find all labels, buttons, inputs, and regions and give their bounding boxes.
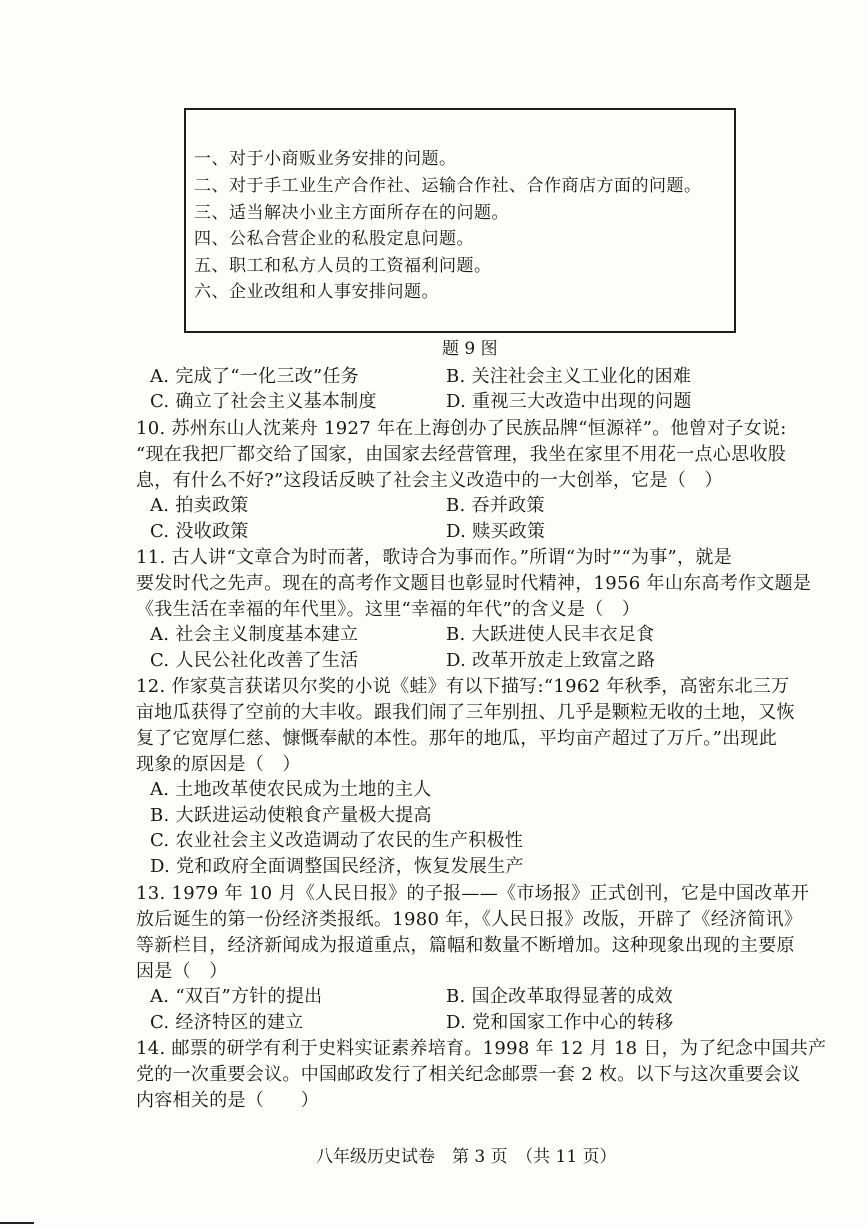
q13-line-1: 13. 1979 年 10 月《人民日报》的子报——《市场报》正式创刊，它是中国改革开: [136, 883, 810, 904]
q14-line-2: 党的一次重要会议。中国邮政发行了相关纪念邮票一套 2 枚。以下与这次重要会议: [136, 1064, 801, 1085]
q11-line-2: 要发时代之先声。现在的高考作文题目也彰显时代精神，1956 年山东高考作文题是: [136, 573, 812, 594]
q11-line-3: 《我生活在幸福的年代里》。这里“幸福的年代”的含义是（ ）: [136, 599, 641, 620]
q10-option-b: B. 吞并政策: [446, 495, 545, 516]
box-line-1: 一、对于小商贩业务安排的问题。: [194, 149, 457, 169]
q11-option-d: D. 改革开放走上致富之路: [446, 650, 656, 671]
q12-option-c: C. 农业社会主义改造调动了农民的生产积极性: [150, 830, 524, 851]
q10-option-a: A. 拍卖政策: [150, 495, 249, 516]
q12-option-a: A. 土地改革使农民成为土地的主人: [150, 779, 432, 800]
q13-option-c: C. 经济特区的建立: [150, 1012, 304, 1033]
q9-option-d: D. 重视三大改造中出现的问题: [446, 391, 692, 412]
q10-line-2: “现在我把厂都交给了国家，由国家去经营管理，我坐在家里不用花一点心思收股: [136, 444, 786, 465]
q13-line-3: 等新栏目，经济新闻成为报道重点，篇幅和数量不断增加。这种现象出现的主要原: [136, 935, 795, 956]
quote-box: [184, 108, 736, 333]
q9-option-b: B. 关注社会主义工业化的困难: [446, 366, 692, 387]
q12-line-3: 复了它宽厚仁慈、慷慨奉献的本性。那年的地瓜，平均亩产超过了万斤。”出现此: [136, 728, 777, 749]
q13-line-4: 因是（ ）: [136, 961, 228, 982]
box-line-2: 二、对于手工业生产合作社、运输合作社、合作商店方面的问题。: [194, 176, 702, 196]
q11-option-b: B. 大跃进使人民丰衣足食: [446, 624, 655, 645]
q11-line-1: 11. 古人讲“文章合为时而著，歌诗合为事而作。”所谓“为时”“为事”，就是: [136, 547, 732, 568]
q12-option-b: B. 大跃进运动使粮食产量极大提高: [150, 805, 432, 826]
q13-option-a: A. “双百”方针的提出: [150, 986, 323, 1007]
q10-line-1: 10. 苏州东山人沈莱舟 1927 年在上海创办了民族品牌“恒源祥”。他曾对子女说:: [136, 418, 787, 439]
page-footer: 八年级历史试卷 第 3 页 （共 11 页）: [316, 1147, 617, 1167]
q12-line-1: 12. 作家莫言获诺贝尔奖的小说《蛙》有以下描写:“1962 年秋季，高密东北三万: [136, 676, 790, 697]
q14-line-1: 14. 邮票的研学有利于史料实证素养培育。1998 年 12 月 18 日，为了纪念中国共产: [136, 1038, 827, 1059]
box-line-3: 三、适当解决小业主方面所存在的问题。: [194, 203, 509, 223]
q10-line-3: 息，有什么不好?”这段话反映了社会主义改造中的一大创举，它是（ ）: [136, 470, 723, 491]
q12-line-4: 现象的原因是（ ）: [136, 754, 301, 775]
box-line-5: 五、职工和私方人员的工资福利问题。: [194, 256, 492, 276]
q11-option-c: C. 人民公社化改善了生活: [150, 650, 359, 671]
q10-option-d: D. 赎买政策: [446, 521, 546, 542]
scan-edge-mark: [0, 1222, 34, 1224]
q14-line-3: 内容相关的是（ ）: [136, 1090, 319, 1111]
box-line-4: 四、公私合营企业的私股定息问题。: [194, 229, 474, 249]
figure-caption: 题 9 图: [442, 339, 498, 359]
q9-option-c: C. 确立了社会主义基本制度: [150, 391, 377, 412]
q13-line-2: 放后诞生的第一份经济类报纸。1980 年，《人民日报》改版，开辟了《经济简讯》: [136, 909, 803, 930]
q13-option-d: D. 党和国家工作中心的转移: [446, 1012, 674, 1033]
q11-option-a: A. 社会主义制度基本建立: [150, 624, 359, 645]
q12-option-d: D. 党和政府全面调整国民经济，恢复发展生产: [150, 856, 524, 877]
q13-option-b: B. 国企改革取得显著的成效: [446, 986, 673, 1007]
q12-line-2: 亩地瓜获得了空前的大丰收。跟我们闹了三年别扭、几乎是颗粒无收的土地，又恢: [136, 702, 795, 723]
q9-option-a: A. 完成了“一化三改”任务: [150, 366, 360, 387]
box-line-6: 六、企业改组和人事安排问题。: [194, 282, 439, 302]
q10-option-c: C. 没收政策: [150, 521, 249, 542]
